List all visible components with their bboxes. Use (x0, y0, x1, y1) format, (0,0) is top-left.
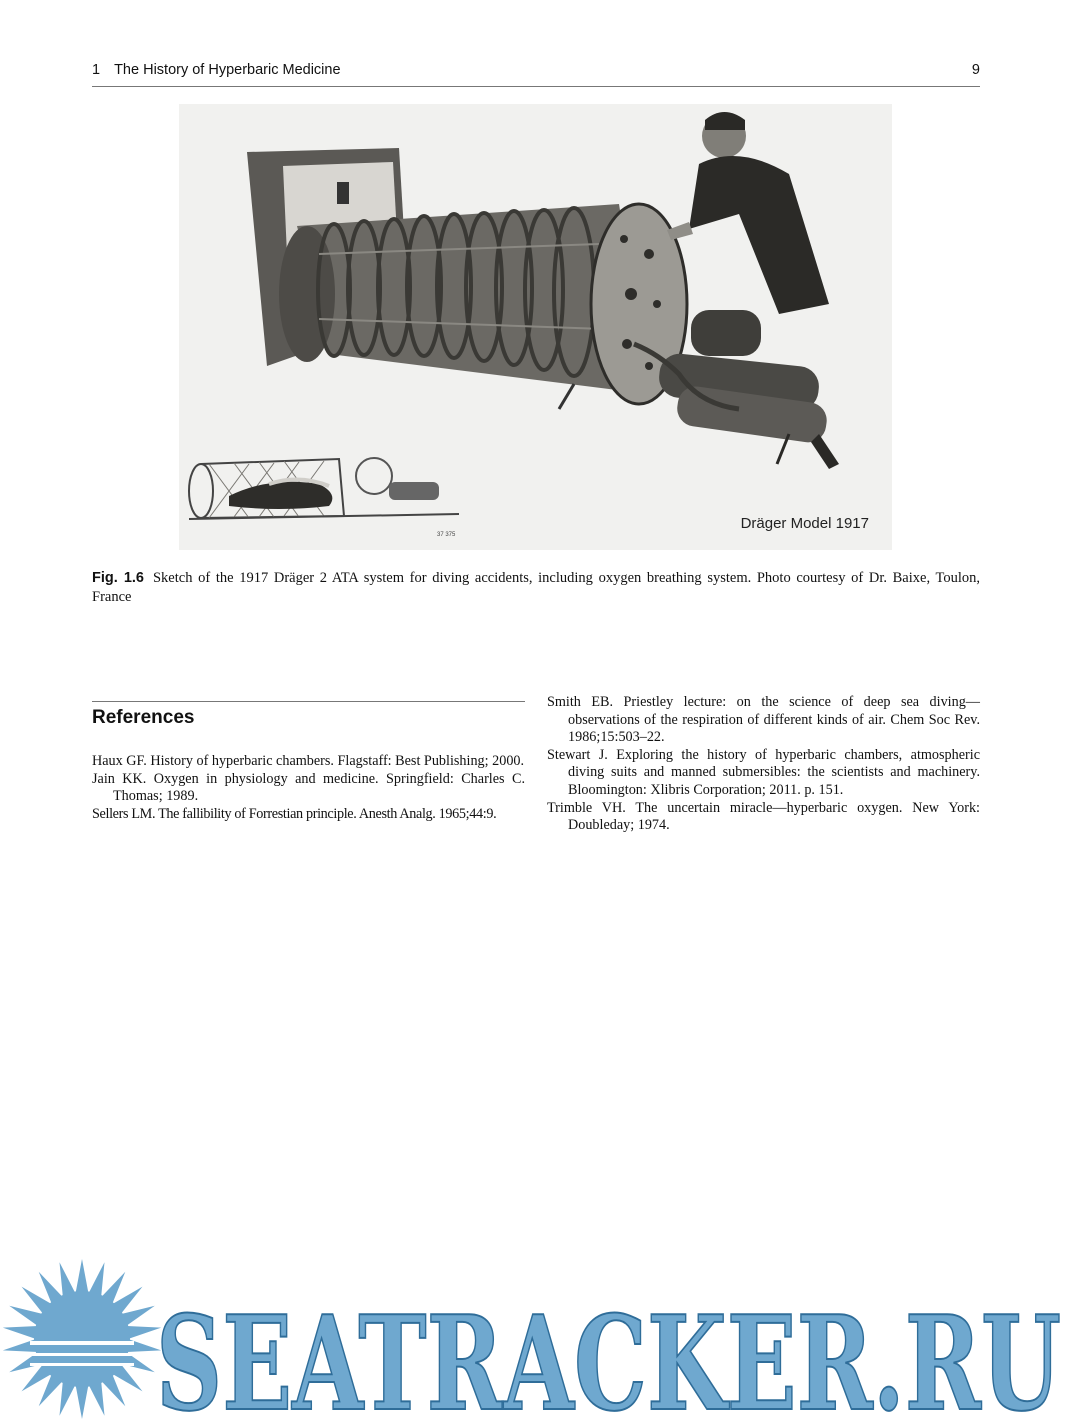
reference-item: Haux GF. History of hyperbaric chambers. Flagstaff: Best Publishing; 2000. (92, 753, 525, 769)
references-heading: References (92, 707, 195, 728)
drager-chamber-sketch (179, 104, 892, 550)
inset-number: 37 375 (437, 532, 456, 538)
header-divider (92, 86, 980, 87)
references-right-column (547, 694, 980, 835)
caption-label: Fig. 1.6 (92, 570, 144, 586)
caption-text: Sketch of the 1917 Dräger 2 ATA system for diving accidents, including oxygen breathing system. Photo courtesy of Dr. Baixe, Toulon, France (92, 570, 980, 605)
reference-item: Smith EB. Priestley lecture: on the science of deep sea diving—observations of the respiration of different kinds of air. Chem Soc Rev. 1986;15:503–22. (547, 694, 980, 746)
references-left-column (92, 753, 525, 823)
references-divider (92, 701, 525, 702)
sun-logo-icon (3, 1259, 161, 1419)
chapter-heading (92, 62, 341, 78)
reference-item: Sellers LM. The fallibility of Forrestian principle. Anesth Analg. 1965;44:9. (92, 805, 497, 822)
running-header (92, 62, 980, 86)
reference-item: Stewart J. Exploring the history of hyperbaric chambers, atmospheric diving suits and manned submersibles: the scientists and machinery. Bloomington: Xlibris Corporation; 2011. p. 151. (547, 746, 980, 798)
chapter-number: 1 (92, 62, 101, 78)
watermark-text: SEATRACKER.RU (156, 1287, 1061, 1423)
model-label: Dräger Model 1917 (740, 515, 869, 532)
reference-item: Trimble VH. The uncertain miracle—hyperbaric oxygen. New York: Doubleday; 1974. (547, 799, 980, 834)
figure-caption (92, 569, 980, 607)
figure-drager-chamber (179, 104, 892, 550)
page-number: 9 (971, 62, 980, 78)
watermark (0, 1255, 1080, 1423)
chapter-title: The History of Hyperbaric Medicine (114, 62, 341, 78)
reference-item: Jain KK. Oxygen in physiology and medicine. Springfield: Charles C. Thomas; 1989. (92, 770, 525, 805)
